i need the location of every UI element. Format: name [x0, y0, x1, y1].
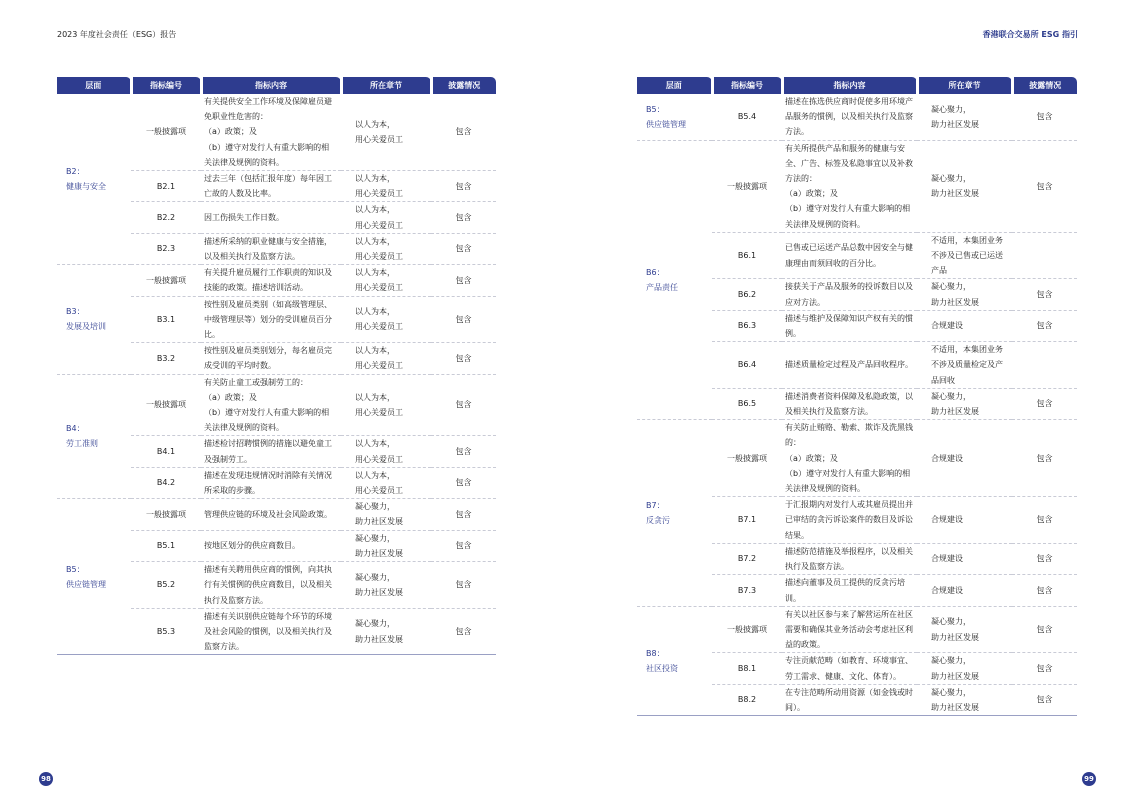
- indicator-content: 有关以社区参与来了解营运所在社区需要和确保其业务活动会考虑社区利益的政策。: [782, 606, 917, 653]
- chapter-cell: 凝心聚力， 助力社区发展: [917, 388, 1012, 419]
- chapter-cell: 凝心聚力， 助力社区发展: [917, 653, 1012, 684]
- disclosure-status: 包含: [431, 343, 496, 374]
- disclosure-status: 包含: [431, 436, 496, 467]
- disclosure-status: 包含: [431, 94, 496, 171]
- indicator-content: 专注贡献范畴（如教育、环境事宜、劳工需求、健康、文化、体育）。: [782, 653, 917, 684]
- indicator-code: 一般披露项: [712, 606, 782, 653]
- disclosure-status: 包含: [1012, 310, 1077, 341]
- disclosure-status: 包含: [431, 265, 496, 296]
- chapter-cell: 以人为本， 用心关爱员工: [341, 343, 431, 374]
- table-row: [637, 140, 1077, 232]
- indicator-content: 描述所采纳的职业健康与安全措施，以及相关执行及监察方法。: [201, 233, 341, 264]
- indicator-code: B6.1: [712, 232, 782, 279]
- indicator-code: B7.1: [712, 497, 782, 544]
- indicator-code: 一般披露项: [712, 420, 782, 497]
- chapter-cell: 凝心聚力， 助力社区发展: [917, 140, 1012, 232]
- indicator-code: B6.3: [712, 310, 782, 341]
- chapter-cell: 合规建设: [917, 543, 1012, 574]
- disclosure-status: 包含: [431, 296, 496, 343]
- indicator-content: 因工伤损失工作日数。: [201, 202, 341, 233]
- column-header: 所在章节: [917, 77, 1012, 94]
- indicator-content: 过去三年（包括汇报年度）每年因工亡故的人数及比率。: [201, 171, 341, 202]
- indicator-code: B6.5: [712, 388, 782, 419]
- indicator-content: 按性别及雇员类别划分，每名雇员完成受训的平均时数。: [201, 343, 341, 374]
- disclosure-status: 包含: [431, 530, 496, 561]
- indicator-content: 描述向董事及员工提供的反贪污培训。: [782, 575, 917, 606]
- indicator-code: B4.1: [131, 436, 201, 467]
- indicator-code: 一般披露项: [131, 265, 201, 296]
- indicator-content: 描述有关聘用供应商的惯例，向其执行有关惯例的供应商数目，以及相关执行及监察方法。: [201, 562, 341, 609]
- indicator-content: 有关提供安全工作环境及保障雇员避免职业性危害的： （a）政策；及 （b）遵守对发行人有重大影响的相关法律及规例的资料。: [201, 94, 341, 171]
- column-header: 层面: [637, 77, 712, 94]
- table-row: [57, 499, 496, 530]
- indicator-code: B6.4: [712, 342, 782, 389]
- disclosure-status: 包含: [1012, 606, 1077, 653]
- aspect-cell: B8： 社区投资: [637, 606, 712, 715]
- table-row: [637, 94, 1077, 140]
- chapter-cell: 凝心聚力， 助力社区发展: [341, 499, 431, 530]
- indicator-content: 于汇报期内对发行人或其雇员提出并已审结的贪污诉讼案件的数目及诉讼结果。: [782, 497, 917, 544]
- indicator-content: 描述消费者资料保障及私隐政策，以及相关执行及监察方法。: [782, 388, 917, 419]
- table-header-left: [57, 77, 496, 94]
- chapter-cell: 以人为本， 用心关爱员工: [341, 94, 431, 171]
- disclosure-status: 包含: [431, 608, 496, 655]
- aspect-cell: B5： 供应链管理: [57, 499, 131, 655]
- disclosure-status: 包含: [1012, 140, 1077, 232]
- indicator-content: 按性别及雇员类别（如高级管理层、中级管理层等）划分的受训雇员百分比。: [201, 296, 341, 343]
- disclosure-status: 包含: [1012, 684, 1077, 715]
- indicator-content: 按地区划分的供应商数目。: [201, 530, 341, 561]
- chapter-cell: 合规建设: [917, 420, 1012, 497]
- disclosure-status: 包含: [1012, 388, 1077, 419]
- disclosure-status: [1012, 232, 1077, 279]
- indicator-code: 一般披露项: [131, 374, 201, 436]
- chapter-cell: 合规建设: [917, 575, 1012, 606]
- indicator-code: B2.2: [131, 202, 201, 233]
- guide-title: 香港联合交易所 ESG 指引: [982, 30, 1078, 39]
- page-number-right: 99: [1082, 772, 1096, 786]
- indicator-code: B5.4: [712, 94, 782, 140]
- chapter-cell: 凝心聚力， 助力社区发展: [917, 684, 1012, 715]
- disclosure-status: 包含: [1012, 497, 1077, 544]
- table-row: [57, 265, 496, 296]
- indicator-code: 一般披露项: [131, 499, 201, 530]
- chapter-cell: 以人为本， 用心关爱员工: [341, 374, 431, 436]
- indicator-content: 描述防范措施及举报程序，以及相关执行及监察方法。: [782, 543, 917, 574]
- disclosure-status: 包含: [431, 562, 496, 609]
- chapter-cell: 凝心聚力， 助力社区发展: [917, 94, 1012, 140]
- indicator-code: B4.2: [131, 467, 201, 498]
- page-number-left: 98: [39, 772, 53, 786]
- indicator-content: 描述有关识别供应链每个环节的环境及社会风险的惯例，以及相关执行及监察方法。: [201, 608, 341, 655]
- aspect-cell: B5： 供应链管理: [637, 94, 712, 140]
- aspect-cell: B6： 产品责任: [637, 140, 712, 420]
- indicator-code: B5.2: [131, 562, 201, 609]
- aspect-cell: B4： 劳工准则: [57, 374, 131, 499]
- indicator-content: 管理供应链的环境及社会风险政策。: [201, 499, 341, 530]
- indicator-content: 描述在拣选供应商时促使多用环境产品服务的惯例，以及相关执行及监察方法。: [782, 94, 917, 140]
- indicator-content: 已售或已运送产品总数中因安全与健康理由而须回收的百分比。: [782, 232, 917, 279]
- aspect-cell: B2： 健康与安全: [57, 94, 131, 265]
- table-row: [637, 420, 1077, 497]
- chapter-cell: 凝心聚力， 助力社区发展: [341, 608, 431, 655]
- esg-index-table-right: [637, 77, 1077, 716]
- disclosure-status: 包含: [1012, 94, 1077, 140]
- indicator-code: B7.2: [712, 543, 782, 574]
- indicator-content: 描述检讨招聘惯例的措施以避免童工及强制劳工。: [201, 436, 341, 467]
- aspect-cell: B3： 发展及培训: [57, 265, 131, 374]
- indicator-content: 描述在发现违规情况时消除有关情况所采取的步骤。: [201, 467, 341, 498]
- indicator-content: 描述质量检定过程及产品回收程序。: [782, 342, 917, 389]
- chapter-cell: 凝心聚力， 助力社区发展: [917, 606, 1012, 653]
- column-header: 指标内容: [201, 77, 341, 94]
- column-header: 披露情况: [1012, 77, 1077, 94]
- disclosure-status: 包含: [431, 499, 496, 530]
- disclosure-status: [1012, 342, 1077, 389]
- table-header-right: [637, 77, 1077, 94]
- column-header: 指标编号: [131, 77, 201, 94]
- table-row: [637, 606, 1077, 653]
- disclosure-status: 包含: [1012, 420, 1077, 497]
- indicator-content: 有关提升雇员履行工作职责的知识及技能的政策。描述培训活动。: [201, 265, 341, 296]
- indicator-content: 在专注范畴所动用资源（如金钱或时间）。: [782, 684, 917, 715]
- chapter-cell: 不适用，本集团业务不涉及质量检定及产品回收: [917, 342, 1012, 389]
- indicator-code: 一般披露项: [131, 94, 201, 171]
- chapter-cell: 以人为本， 用心关爱员工: [341, 467, 431, 498]
- indicator-code: B2.1: [131, 171, 201, 202]
- chapter-cell: 以人为本， 用心关爱员工: [341, 202, 431, 233]
- chapter-cell: 凝心聚力， 助力社区发展: [917, 279, 1012, 310]
- chapter-cell: 不适用，本集团业务不涉及已售或已运送产品: [917, 232, 1012, 279]
- column-header: 指标内容: [782, 77, 917, 94]
- indicator-content: 描述与维护及保障知识产权有关的惯例。: [782, 310, 917, 341]
- chapter-cell: 以人为本， 用心关爱员工: [341, 436, 431, 467]
- column-header: 披露情况: [431, 77, 496, 94]
- aspect-cell: B7： 反贪污: [637, 420, 712, 606]
- indicator-content: 有关防止贿赂、勒索、欺诈及洗黑钱的： （a）政策；及 （b）遵守对发行人有重大影响的相关法律及规例的资料。: [782, 420, 917, 497]
- chapter-cell: 以人为本， 用心关爱员工: [341, 233, 431, 264]
- column-header: 指标编号: [712, 77, 782, 94]
- disclosure-status: 包含: [431, 233, 496, 264]
- indicator-code: B5.3: [131, 608, 201, 655]
- indicator-code: B2.3: [131, 233, 201, 264]
- disclosure-status: 包含: [431, 202, 496, 233]
- disclosure-status: 包含: [1012, 543, 1077, 574]
- esg-index-table-left: [57, 77, 496, 655]
- chapter-cell: 凝心聚力， 助力社区发展: [341, 530, 431, 561]
- indicator-code: B5.1: [131, 530, 201, 561]
- chapter-cell: 以人为本， 用心关爱员工: [341, 265, 431, 296]
- chapter-cell: 以人为本， 用心关爱员工: [341, 296, 431, 343]
- indicator-content: 有关所提供产品和服务的健康与安全、广告、标签及私隐事宜以及补救方法的： （a）政策；及 （b）遵守对发行人有重大影响的相关法律及规例的资料。: [782, 140, 917, 232]
- indicator-content: 接获关于产品及服务的投诉数目以及应对方法。: [782, 279, 917, 310]
- indicator-code: 一般披露项: [712, 140, 782, 232]
- chapter-cell: 凝心聚力， 助力社区发展: [341, 562, 431, 609]
- table-row: [57, 94, 496, 171]
- chapter-cell: 合规建设: [917, 310, 1012, 341]
- indicator-code: B6.2: [712, 279, 782, 310]
- disclosure-status: 包含: [431, 171, 496, 202]
- indicator-code: B8.1: [712, 653, 782, 684]
- disclosure-status: 包含: [431, 374, 496, 436]
- chapter-cell: 合规建设: [917, 497, 1012, 544]
- report-title: 2023 年度社会责任（ESG）报告: [57, 30, 177, 39]
- indicator-content: 有关防止童工或强制劳工的： （a）政策；及 （b）遵守对发行人有重大影响的相关法律及规例的资料。: [201, 374, 341, 436]
- indicator-code: B3.1: [131, 296, 201, 343]
- column-header: 所在章节: [341, 77, 431, 94]
- indicator-code: B7.3: [712, 575, 782, 606]
- disclosure-status: 包含: [431, 467, 496, 498]
- column-header: 层面: [57, 77, 131, 94]
- disclosure-status: 包含: [1012, 575, 1077, 606]
- indicator-code: B8.2: [712, 684, 782, 715]
- table-row: [57, 374, 496, 436]
- disclosure-status: 包含: [1012, 653, 1077, 684]
- indicator-code: B3.2: [131, 343, 201, 374]
- chapter-cell: 以人为本， 用心关爱员工: [341, 171, 431, 202]
- disclosure-status: 包含: [1012, 279, 1077, 310]
